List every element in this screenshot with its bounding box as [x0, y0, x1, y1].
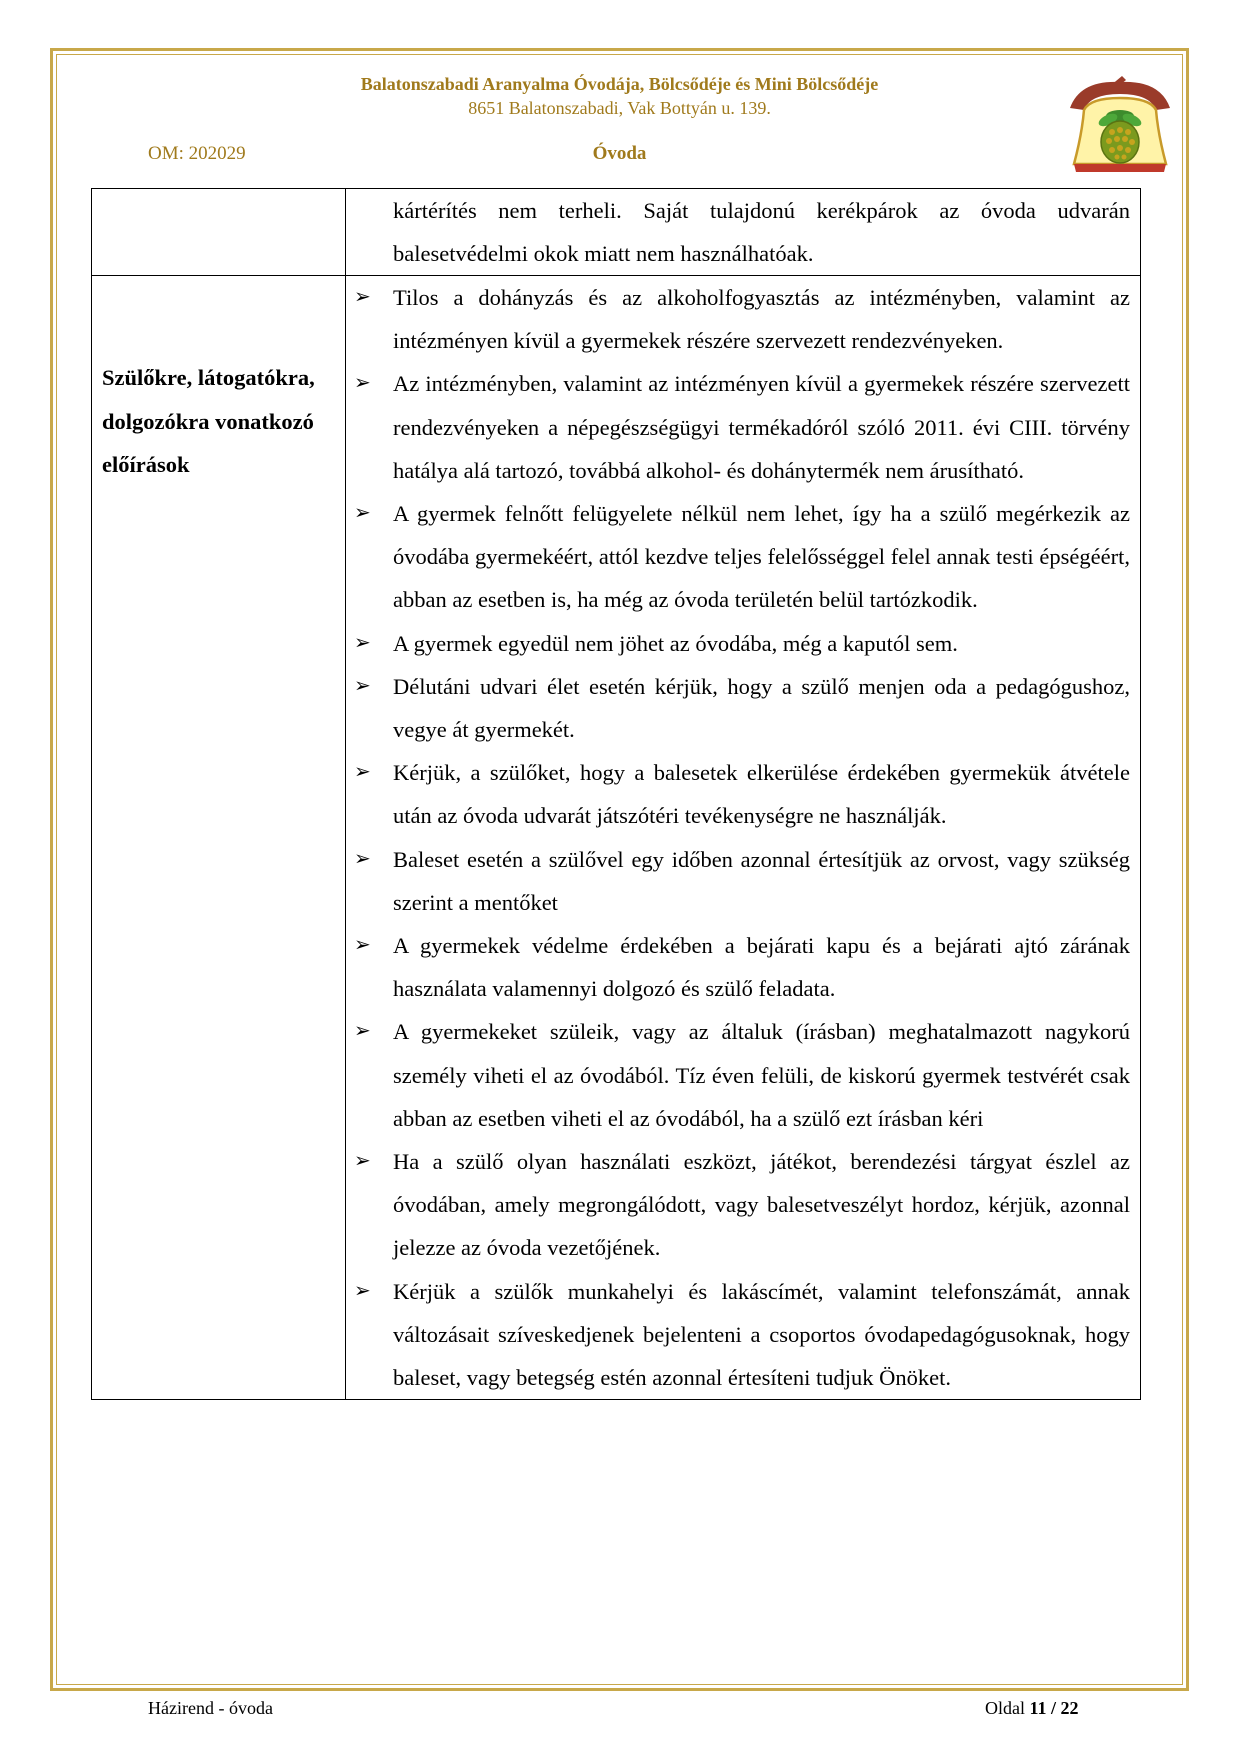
rule-bullet-item [354, 838, 1130, 924]
rule-bullet-item [354, 1140, 1130, 1270]
rule-text: Kérjük, a szülőket, hogy a balesetek elkerülése érdekében gyermekük átvétele után az óvoda udvarát játszótéri tevékenységre ne használják. [393, 760, 1130, 829]
footer-page-number [985, 1698, 1079, 1719]
arrow-bullet-icon: ➢ [354, 847, 371, 870]
arrow-bullet-icon: ➢ [354, 934, 371, 957]
arrow-bullet-icon: ➢ [354, 1150, 371, 1173]
apple-bell-logo-icon [1060, 68, 1180, 180]
institution-name: Balatonszabadi Aranyalma Óvodája, Bölcsődéje és Mini Bölcsődéje [360, 74, 879, 94]
rule-bullet-item [354, 924, 1130, 1010]
arrow-bullet-icon: ➢ [354, 372, 371, 395]
rule-text: A gyermekek védelme érdekében a bejárati kapu és a bejárati ajtó zárának használata valamennyi dolgozó és szülő feladata. [393, 933, 1130, 1002]
rule-bullet-item [354, 362, 1130, 492]
arrow-bullet-icon: ➢ [354, 1020, 371, 1043]
rule-text: Baleset esetén a szülővel egy időben azonnal értesítjük az orvost, vagy szükség szerint a mentőket [393, 846, 1130, 915]
rule-text: A gyermek felnőtt felügyelete nélkül nem lehet, így ha a szülő megérkezik az óvodába gyermekéért, attól kezdve teljes felelősséggel felel annak testi épségéért, abban az esetben is, ha még az óvoda területén belül tartózkodik. [393, 501, 1130, 613]
arrow-bullet-icon: ➢ [354, 502, 371, 525]
rule-bullet-item [354, 492, 1130, 622]
page-current: 11 [1029, 1698, 1047, 1718]
table-row [92, 189, 1141, 276]
table-row [92, 276, 1141, 1400]
rule-text: Kérjük a szülők munkahelyi és lakáscímét, valamint telefonszámát, annak változásait szíveskedjenek bejelenteni a csoportos óvodapedagógusoknak, hogy baleset, vagy betegség estén azonnal értesíteni tudjuk Önöket. [393, 1278, 1130, 1391]
arrow-bullet-icon: ➢ [354, 1279, 371, 1302]
rules-table [91, 188, 1141, 1400]
arrow-bullet-icon: ➢ [354, 761, 371, 784]
rules-category-label: Szülőkre, látogatókra, dolgozókra vonatkozó előírások [102, 365, 315, 477]
rule-bullet-item [354, 622, 1130, 665]
rule-bullet-item [354, 1270, 1130, 1400]
rule-bullet-item [354, 276, 1130, 362]
rule-bullet-item [354, 751, 1130, 837]
footer-document-name: Házirend - óvoda [148, 1698, 273, 1718]
page-prefix: Oldal [985, 1698, 1030, 1718]
arrow-bullet-icon: ➢ [354, 286, 371, 308]
row-content [346, 276, 1141, 1400]
page-separator: / [1046, 1698, 1061, 1718]
institution-address: 8651 Balatonszabadi, Vak Bottyán u. 139. [468, 98, 771, 118]
om-number: OM: 202029 [148, 143, 246, 164]
rules-bullet-list [354, 276, 1130, 1399]
row-content [346, 189, 1141, 276]
rule-text: Ha a szülő olyan használati eszközt, játékot, berendezési tárgyat észlel az óvodában, amely megrongálódott, vagy balesetveszélyt hordoz, kérjük, azonnal jelezze az óvoda vezetőjének. [393, 1149, 1130, 1261]
arrow-bullet-icon: ➢ [354, 631, 371, 654]
rule-bullet-item [354, 1010, 1130, 1140]
rule-text: A gyermekeket szüleik, vagy az általuk (írásban) meghatalmazott nagykorú személy viheti el az óvodából. Tíz éven felüli, de kiskorú gyermek testvérét csak abban az esetben viheti el az óvodából, ha a szülő ezt írásban kéri [393, 1019, 1130, 1131]
rule-text: Az intézményben, valamint az intézményen kívül a gyermekek részére szervezett rendezvényeken a népegészségügyi termékadóról szóló 2011. évi CIII. törvény hatálya alá tartozó, továbbá alkohol- és dohánytermék nem árusítható. [393, 371, 1130, 483]
row-label [92, 276, 346, 1400]
rule-text: Délutáni udvari élet esetén kérjük, hogy a szülő menjen oda a pedagógushoz, vegye át gyermekét. [393, 673, 1130, 743]
rule-bullet-item [354, 665, 1130, 751]
section-title: Óvoda [592, 143, 647, 164]
rule-text: A gyermek egyedül nem jöhet az óvodába, még a kaputól sem. [393, 630, 958, 656]
rule-text: Tilos a dohányzás és az alkoholfogyasztás az intézményben, valamint az intézményen kívül a gyermekek részére szervezett rendezvényeken. [393, 285, 1130, 354]
continuation-text: kártérítés nem terheli. Saját tulajdonú kerékpárok az óvoda udvarán balesetvédelmi okok miatt nem használhatóak. [393, 198, 1130, 266]
row-label-empty [92, 189, 346, 276]
page-total: 22 [1060, 1698, 1079, 1718]
arrow-bullet-icon: ➢ [354, 674, 371, 697]
